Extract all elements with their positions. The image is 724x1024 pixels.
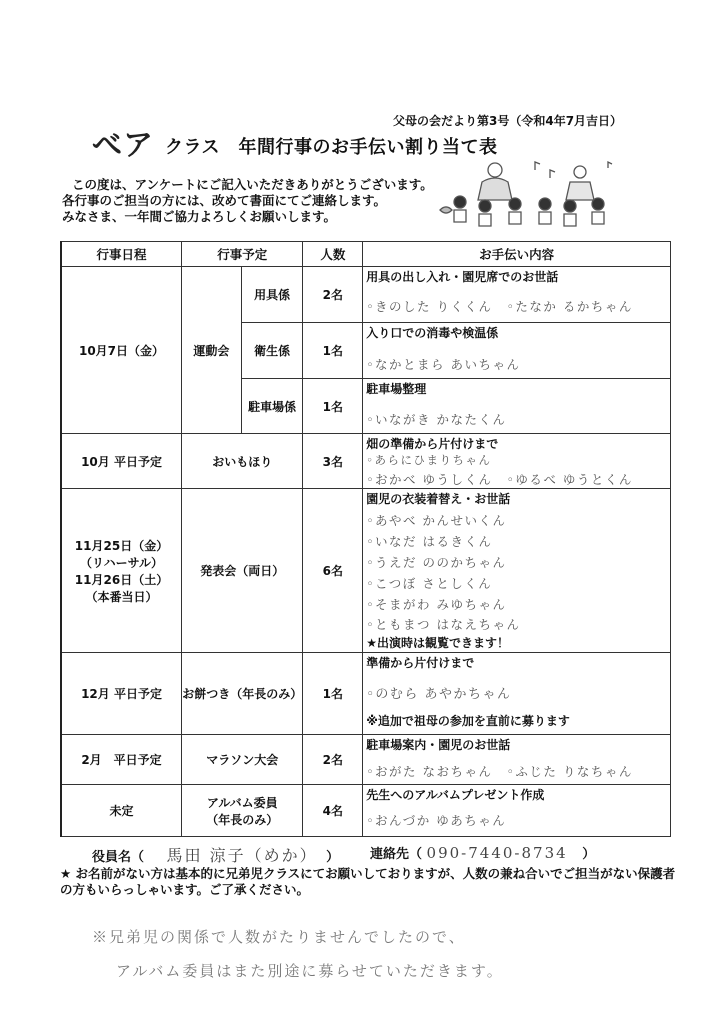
assigned-names: ◦いなだ はるきくん <box>366 534 493 549</box>
handwritten-line: ※兄弟児の関係で人数がたりませんでしたので、 <box>92 928 466 946</box>
assigned-names: ◦あらにひまりちゃん <box>366 453 492 467</box>
mochi-note: ※追加で祖母の参加を直前に募ります <box>366 714 570 728</box>
event-name: マラソン大会 <box>182 735 303 785</box>
role-name: 衛生係 <box>241 323 303 379</box>
date-line: 11月25日（金） <box>74 538 169 553</box>
assigned-names: ◦きのした りくくん ◦たなか るかちゃん <box>366 299 633 314</box>
officer-label: 役員名（ <box>92 850 145 865</box>
headcount: 4名 <box>303 785 363 837</box>
event-name <box>182 785 303 837</box>
header-event: 行事予定 <box>182 242 303 267</box>
task-label: 先生へのアルバムプレゼント作成 <box>366 788 545 802</box>
event-line: アルバム委員 <box>206 795 278 810</box>
assigned-names: ◦おがた なおちゃん ◦ふじた りなちゃん <box>366 764 633 779</box>
intro-line: この度は、アンケートにご記入いただきありがとうございます。 <box>72 177 433 192</box>
task-label: 駐車場案内・園児のお世話 <box>366 738 511 752</box>
headcount: 3名 <box>303 434 363 489</box>
task-label: 畑の準備から片付けまで <box>366 437 499 451</box>
officer-line <box>92 843 339 866</box>
event-name: 発表会（両日） <box>182 489 303 653</box>
handwritten-note <box>92 920 504 988</box>
contact-number: 090-7440-8734 <box>426 844 568 862</box>
intro-text <box>62 177 433 225</box>
table-row <box>61 434 671 489</box>
assigned-names: ◦そまがわ みゆちゃん <box>366 597 507 612</box>
task-label: 入り口での消毒や検温係 <box>366 326 499 340</box>
table-row <box>61 267 671 323</box>
task-label: 用具の出し入れ・園児席でのお世話 <box>366 270 559 284</box>
schedule-table <box>60 241 671 837</box>
task-label: 駐車場整理 <box>366 382 427 396</box>
date-line: （本番当日） <box>85 589 158 604</box>
headcount: 1名 <box>303 323 363 379</box>
event-name: おいもほり <box>182 434 303 489</box>
task-cell <box>363 489 671 653</box>
children-dancing-illustration <box>430 160 620 230</box>
task-cell <box>363 653 671 735</box>
event-date: 10月7日（金） <box>61 267 182 434</box>
event-date: 12月 平日予定 <box>61 653 182 735</box>
assigned-names: ◦ともまつ はなえちゃん <box>366 617 521 632</box>
task-label: 準備から片付けまで <box>366 656 475 670</box>
task-cell <box>363 735 671 785</box>
contact-close: ） <box>582 847 596 862</box>
task-cell <box>363 267 671 323</box>
intro-line: 各行事のご担当の方には、改めて書面にてご連絡します。 <box>62 193 387 208</box>
event-date: 2月 平日予定 <box>61 735 182 785</box>
date-line: （リハーサル） <box>79 555 164 570</box>
assigned-names: ◦うえだ ののかちゃん <box>366 555 507 570</box>
headcount: 2名 <box>303 267 363 323</box>
contact-label: 連絡先（ <box>370 847 423 862</box>
assigned-names: ◦のむら あやかちゃん <box>366 687 512 702</box>
assigned-names: ◦なかとまら あいちゃん <box>366 357 521 372</box>
page-title: クラス 年間行事のお手伝い割り当て表 <box>165 137 498 158</box>
header-count: 人数 <box>303 242 363 267</box>
task-cell <box>363 785 671 837</box>
event-name: お餅つき（年長のみ） <box>182 653 303 735</box>
table-row <box>61 489 671 653</box>
handwritten-line: アルバム委員はまた別途に募らせていただきます。 <box>116 962 504 980</box>
assigned-names: ◦おんづか ゆあちゃん <box>366 813 507 828</box>
class-name: べア <box>92 128 154 163</box>
event-line: （年長のみ） <box>206 812 279 827</box>
header-task: お手伝い内容 <box>363 242 671 267</box>
role-name: 駐車場係 <box>241 379 303 434</box>
assigned-names: ◦いながき かなたくん <box>366 412 507 427</box>
role-name: 用具係 <box>241 267 303 323</box>
headcount: 1名 <box>303 379 363 434</box>
table-row <box>61 653 671 735</box>
officer-close: ） <box>326 850 340 865</box>
notice-text: ★ お名前がない方は基本的に兄弟児クラスにてお願いしておりますが、人数の兼ね合いでご担当がない保護者の方もいらっしゃいます。ご了承ください。 <box>60 866 676 897</box>
table-row <box>61 735 671 785</box>
assigned-names: ◦あやべ かんせいくん <box>366 513 507 528</box>
date-line: 11月26日（土） <box>74 572 169 587</box>
headcount: 2名 <box>303 735 363 785</box>
contact-line <box>370 843 595 862</box>
event-name: 運動会 <box>182 267 242 434</box>
task-cell <box>363 434 671 489</box>
assigned-names: ◦おかべ ゆうしくん ◦ゆるべ ゆうとくん <box>366 472 633 487</box>
officer-name: 馬田 涼子（めか） <box>166 846 318 865</box>
event-date: 10月 平日予定 <box>61 434 182 489</box>
task-cell <box>363 379 671 434</box>
task-label: 園児の衣装着替え・お世話 <box>366 492 511 506</box>
recital-note: ★出演時は観覧できます！ <box>366 636 509 650</box>
event-date: 未定 <box>61 785 182 837</box>
assigned-names: ◦こつぼ さとしくん <box>366 576 493 591</box>
header-date: 行事日程 <box>61 242 182 267</box>
headcount: 1名 <box>303 653 363 735</box>
intro-line: みなさま、一年間ご協力よろしくお願いします。 <box>62 209 337 224</box>
task-cell <box>363 323 671 379</box>
event-date <box>61 489 182 653</box>
headcount: 6名 <box>303 489 363 653</box>
newsletter-issue: 父母の会だより第3号（令和4年7月吉日） <box>393 114 623 128</box>
table-row <box>61 785 671 837</box>
